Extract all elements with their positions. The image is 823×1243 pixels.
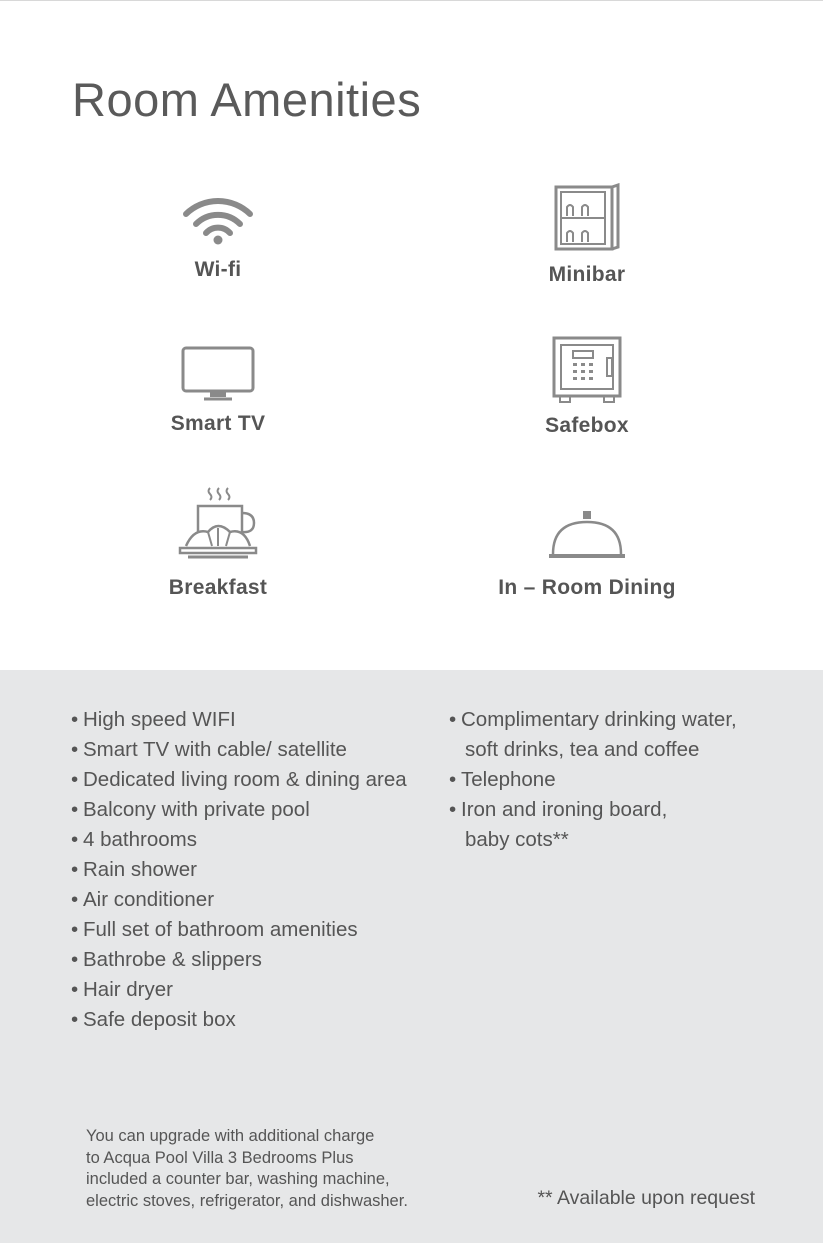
amenity-in-room-dining <box>477 510 697 600</box>
amenity-wifi <box>108 196 328 282</box>
list-item: • 4 bathrooms <box>71 828 197 851</box>
top-divider <box>0 0 823 1</box>
amenity-label: Minibar <box>548 263 626 286</box>
amenity-breakfast <box>108 486 328 600</box>
amenity-smart-tv <box>108 346 328 436</box>
list-item: • Telephone <box>449 768 556 791</box>
list-item: • Complimentary drinking water, soft drinks, tea and coffee <box>449 708 737 761</box>
amenity-safebox <box>477 336 697 438</box>
list-item: • Safe deposit box <box>71 1008 236 1031</box>
amenity-minibar <box>477 183 697 287</box>
page-title: Room Amenities <box>72 73 422 126</box>
list-item: • Dedicated living room & dining area <box>71 768 407 791</box>
amenity-label: In – Room Dining <box>498 576 676 599</box>
safe-icon <box>552 336 622 404</box>
minibar-icon <box>552 183 622 253</box>
breakfast-icon <box>178 486 258 566</box>
amenity-label: Breakfast <box>168 576 268 599</box>
list-item: • Iron and ironing board, baby cots** <box>449 798 668 851</box>
list-item: • Full set of bathroom amenities <box>71 918 358 941</box>
wifi-icon <box>183 196 253 248</box>
list-item: • Hair dryer <box>71 978 173 1001</box>
tv-icon <box>181 346 255 402</box>
availability-footnote: ** Available upon request <box>537 1187 755 1209</box>
amenity-label: Safebox <box>545 414 629 437</box>
list-item: • Balcony with private pool <box>71 798 310 821</box>
list-item: • Rain shower <box>71 858 197 881</box>
features-list-right <box>449 705 737 855</box>
list-item: • Bathrobe & slippers <box>71 948 262 971</box>
list-item: • High speed WIFI <box>71 708 236 731</box>
features-list-left <box>71 705 407 1035</box>
amenity-label: Wi-fi <box>194 258 242 281</box>
list-item: • Air conditioner <box>71 888 215 911</box>
cloche-icon <box>547 510 627 566</box>
upgrade-note: You can upgrade with additional charge to Acqua Pool Villa 3 Bedrooms Plus included a counter bar, washing machine, electric stoves, refrigerator, and dishwasher. <box>86 1127 408 1210</box>
list-item: • Smart TV with cable/ satellite <box>71 738 347 761</box>
amenity-label: Smart TV <box>170 412 266 435</box>
